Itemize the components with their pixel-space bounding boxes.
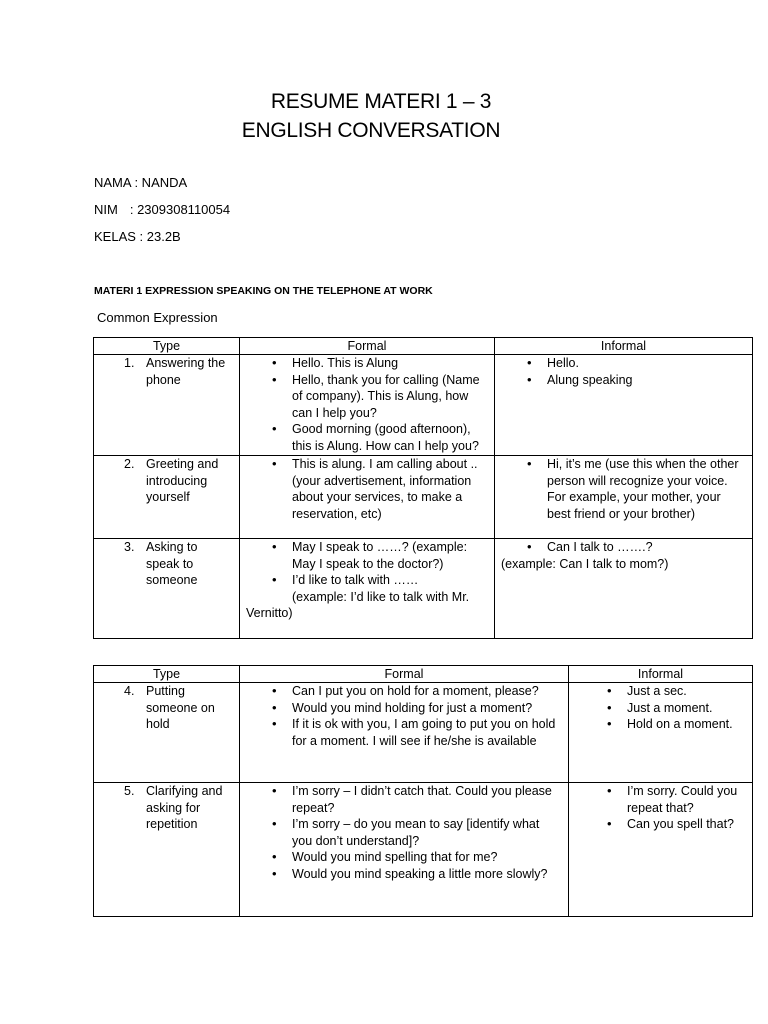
list-item: • Can I put you on hold for a moment, please? bbox=[292, 683, 562, 700]
student-class: KELAS : 23.2B bbox=[94, 229, 181, 244]
formal-cell bbox=[240, 683, 569, 783]
list-item: • Hold on a moment. bbox=[627, 716, 746, 733]
type-label: Clarifying and asking for repetition bbox=[146, 784, 223, 831]
expression-table-2 bbox=[93, 665, 753, 917]
row-number: 4. bbox=[124, 684, 135, 698]
list-item: • I’m sorry. Could you repeat that? bbox=[627, 783, 746, 816]
type-cell bbox=[94, 456, 240, 539]
type-cell bbox=[94, 539, 240, 639]
example-note: (example: I’d like to talk with Mr. Vernitto) bbox=[246, 589, 470, 620]
table-header-row bbox=[94, 666, 753, 683]
section-heading: MATERI 1 EXPRESSION SPEAKING ON THE TELEPHONE AT WORK bbox=[94, 285, 433, 297]
list-item: • I’d like to talk with …… bbox=[292, 572, 488, 589]
informal-cell bbox=[569, 683, 753, 783]
student-name: NAMA : NANDA bbox=[94, 175, 188, 190]
table-row bbox=[94, 783, 753, 917]
row-number: 3. bbox=[124, 540, 135, 554]
example-note: (example: Can I talk to mom?) bbox=[501, 556, 669, 571]
header-informal: Informal bbox=[569, 666, 753, 683]
informal-cell bbox=[495, 355, 753, 456]
list-item: • Just a sec. bbox=[627, 683, 746, 700]
document-title-line2: ENGLISH CONVERSATION bbox=[241, 119, 501, 142]
list-item: • Hello. bbox=[547, 355, 746, 372]
table-row bbox=[94, 456, 753, 539]
list-item: • Hello, thank you for calling (Name of company). This is Alung, how can I help you? bbox=[292, 372, 488, 422]
header-formal: Formal bbox=[240, 666, 569, 683]
section-subheading: Common Expression bbox=[97, 310, 218, 325]
formal-cell bbox=[240, 783, 569, 917]
table-header-row bbox=[94, 338, 753, 355]
list-item: • Hi, it’s me (use this when the other person will recognize your voice. For example, your mother, your best friend or your brother) bbox=[547, 456, 746, 522]
list-item: • I’m sorry – do you mean to say [identify what you don’t understand]? bbox=[292, 816, 562, 849]
informal-cell bbox=[495, 539, 753, 639]
student-nim bbox=[94, 202, 230, 217]
list-item: • I’m sorry – I didn’t catch that. Could you please repeat? bbox=[292, 783, 562, 816]
type-label: Putting someone on hold bbox=[146, 684, 215, 731]
type-cell bbox=[94, 783, 240, 917]
list-item: • Would you mind holding for just a moment? bbox=[292, 700, 562, 717]
list-item: • Would you mind spelling that for me? bbox=[292, 849, 562, 866]
row-number: 1. bbox=[124, 356, 135, 370]
formal-cell bbox=[240, 456, 495, 539]
type-label: Answering the phone bbox=[146, 356, 226, 387]
row-number: 5. bbox=[124, 784, 135, 798]
list-item: • Can you spell that? bbox=[627, 816, 746, 833]
formal-cell bbox=[240, 539, 495, 639]
informal-cell bbox=[569, 783, 753, 917]
list-item: • May I speak to ……? (example: May I speak to the doctor?) bbox=[292, 539, 488, 572]
informal-cell bbox=[495, 456, 753, 539]
expression-table-1 bbox=[93, 337, 753, 639]
header-informal: Informal bbox=[495, 338, 753, 355]
header-type: Type bbox=[94, 666, 240, 683]
header-formal: Formal bbox=[240, 338, 495, 355]
type-cell bbox=[94, 355, 240, 456]
formal-cell bbox=[240, 355, 495, 456]
list-item: • Can I talk to …….? bbox=[547, 539, 746, 556]
list-item: • Good morning (good afternoon), this is Alung. How can I help you? bbox=[292, 421, 488, 454]
list-item: • Hello. This is Alung bbox=[292, 355, 488, 372]
type-cell bbox=[94, 683, 240, 783]
list-item: • Just a moment. bbox=[627, 700, 746, 717]
nim-label: NIM bbox=[94, 202, 118, 217]
header-type: Type bbox=[94, 338, 240, 355]
document-title-line1: RESUME MATERI 1 – 3 bbox=[270, 90, 492, 113]
type-label: Greeting and introducing yourself bbox=[146, 457, 219, 504]
list-item: • Alung speaking bbox=[547, 372, 746, 389]
type-label: Asking to speak to someone bbox=[146, 540, 198, 587]
list-item: • Would you mind speaking a little more slowly? bbox=[292, 866, 562, 883]
nim-value: : 2309308110054 bbox=[129, 202, 231, 217]
list-item: • This is alung. I am calling about .. (your advertisement, information about your services, to make a reservation, etc) bbox=[292, 456, 488, 522]
table-row bbox=[94, 539, 753, 639]
table-row bbox=[94, 683, 753, 783]
list-item: • If it is ok with you, I am going to put you on hold for a moment. I will see if he/she is available bbox=[292, 716, 562, 749]
row-number: 2. bbox=[124, 457, 135, 471]
table-row bbox=[94, 355, 753, 456]
